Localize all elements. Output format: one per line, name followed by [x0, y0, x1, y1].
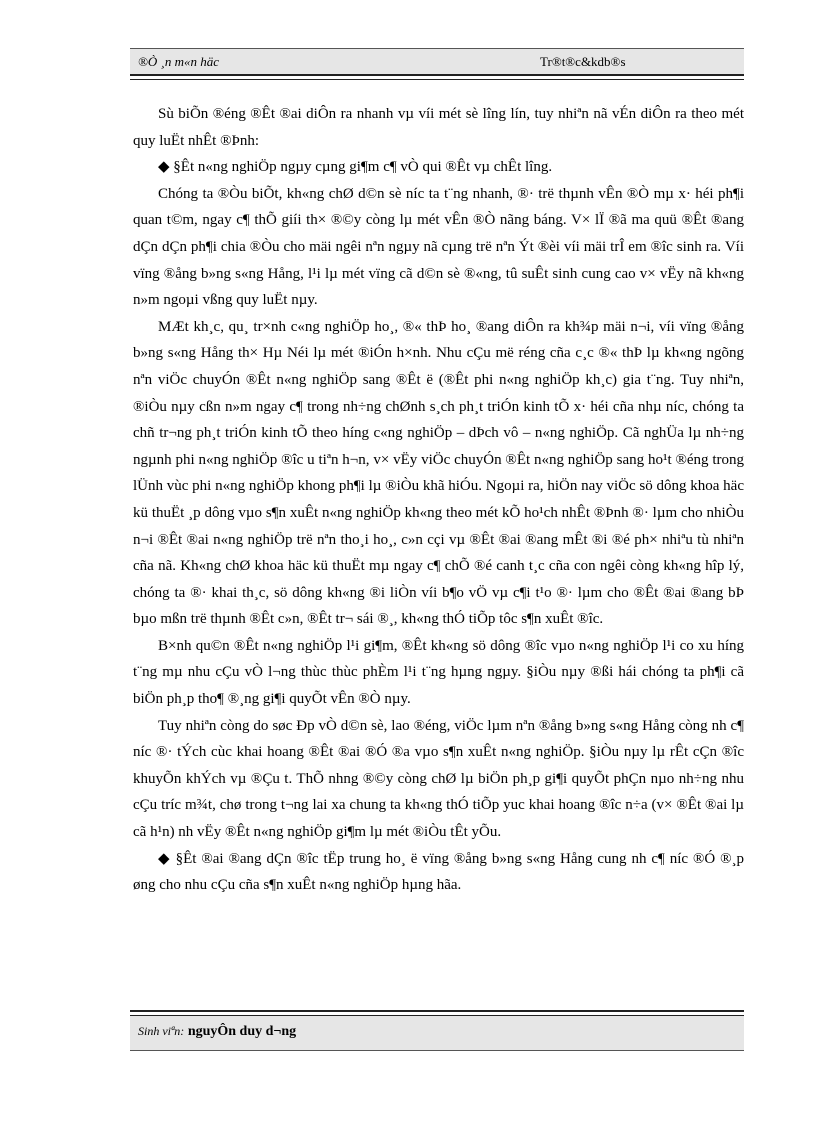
- paragraph-average-land: B×nh qu©n ®Êt n«ng nghiÖp l¹i gi¶m, ®Êt kh«ng sö dông ®îc vµo n«ng nghiÖp l¹i co xu híng t¨ng mµ nhu cÇu vÒ l¬ng thùc thùc phÈm l¹i t¨ng hµng ngµy. §iÒu nµy ®ßi hái chóng ta ph¶i cã biÖn ph¸p tho¶ ®¸ng gi¶i quyÕt vÊn ®Ò nµy.: [133, 637, 744, 708]
- header-title: ®Ò ¸n m«n häc: [138, 54, 220, 69]
- paragraph-industrialization: MÆt kh¸c, qu¸ tr×nh c«ng nghiÖp ho¸, ®« thÞ ho¸ ®ang diÔn ra kh¾p mäi n¬i, víi vïng ®ång b»ng s«ng Hång th× Hµ Néi lµ mét ®iÓn h×nh. Nhu cÇu më réng cña c¸c ®« thÞ lµ kh«ng ngõng nªn viÖc chuyÓn ®Êt n«ng nghiÖp sang ®Êt ë (®Êt phi n«ng nghiÖp kh¸c) gia t¨ng. Tuy nhiªn, ®iÒu nµy cßn n»m ngay c¶ trong nh÷ng chØnh s¸ch ph¸t triÓn kinh tÕ x· héi cña nhµ níc, chóng ta chñ tr¬ng ph¸t triÓn kinh tÕ theo híng c«ng nghiÖp – dÞch vô – n«ng nghiÖp. Cã nghÜa lµ nh÷ng ngµnh phi n«ng nghiÖp ®îc u tiªn h¬n, v× vËy viÖc chuyÓn ®Êt n«ng nghiÖp sang ho¹t ®éng trong lÜnh vùc phi n«ng nghiÖp khong ph¶i lµ ®iÒu khã hiÓu. Ngoµi ra, hiÖn nay viÖc sö dông khoa häc kü thuËt ¸p dông vµo s¶n xuÊt n«ng nghiÖp kh«ng theo mét kÕ ho¹ch nhÊt ®Þnh ®· lµm cho nhiÒu n¬i ®Êt ®ai n«ng nghiÖp trë nªn tho¸i ho¸, c»n cçi vµ ®Êt ®ai ®ang mÊt ®i ®é ph× nhiªu tù nhiªn cña nã. Kh«ng chØ khoa häc kü thuËt mµ ngay c¶ chÕ ®é canh t¸c cña con ngêi còng kh«ng hîp lý, chóng ta ®· khai th¸c, sö dông kh«ng ®i liÒn víi b¶o vÖ vµ c¶i t¹o ®· lµm cho ®Êt ®ai ®ang bÞ bµo mßn trë thµnh ®Êt c»n, ®Êt tr¬ sái ®¸, kh«ng thÓ tiÕp tôc s¶n xuÊt ®îc.: [133, 318, 744, 628]
- paragraph-reclamation: Tuy nhiªn còng do søc Ðp vÒ d©n sè, lao ®éng, viÖc lµm nªn ®ång b»ng s«ng Hång còng nh c¶ níc ®· tÝch cùc khai hoang ®Êt ®ai ®Ó ®a vµo s¶n xuÊt n«ng nghiÖp. §iÒu nµy lµ rÊt cÇn ®îc khuyÕn khÝch vµ ®Çu t. ThÕ nhng ®©y còng chØ lµ biÖn ph¸p gi¶i quyÕt phÇn nµo nh÷ng nhu cÇu tríc m¾t, chø trong t¬ng lai xa chung ta kh«ng thÓ tiÕp yuc khai hoang ®îc n÷a (v× ®Êt ®ai lµ cã h¹n) nh vËy ®Êt n«ng nghiÖp gi¶m lµ mét ®iÒu tÊt yÕu.: [133, 717, 744, 841]
- document-body: [133, 101, 744, 899]
- paragraph-population: Chóng ta ®Òu biÕt, kh«ng chØ d©n sè níc ta t¨ng nhanh, ®· trë thµnh vÊn ®Ò mµ x· héi ph¶i quan t©m, ngay c¶ thÕ giíi th× ®©y còng lµ mét vÊn ®Ò nãng báng. V× lÏ ®ã ma quü ®Êt ®ang dÇn dÇn ph¶i chia ®Òu cho mäi ngêi nªn ngµy nã cµng trë nªn Ýt ®èi víi mäi trÎ em ®îc sinh ra. Víi vïng ®ång b»ng s«ng Hång, l¹i lµ mét vïng cã d©n sè ®«ng, tû suÊt sinh cung cao v× vËy nã kh«ng n»m ngoµi vßng quy luËt nµy.: [133, 185, 744, 309]
- header-code: Tr®t®c&kdb®s: [540, 54, 626, 69]
- bullet-item-1: ◆ §Êt n«ng nghiÖp ngµy cµng gi¶m c¶ vÒ qui ®Êt vµ chÊt lîng.: [158, 159, 553, 176]
- footer-author: [138, 1024, 296, 1040]
- footer-name: nguyÔn duy d¬ng: [187, 1024, 297, 1039]
- bullet-item-2: ◆ §Êt ®ai ®ang dÇn ®îc tËp trung ho¸ ë vïng ®ång b»ng s«ng Hång cung nh c¶ níc ®Ó ®¸p øng cho nhu cÇu cña s¶n xuÊt n«ng nghiÖp hµng hãa.: [133, 850, 744, 894]
- paragraph-intro: Sù biÕn ®éng ®Êt ®ai diÔn ra nhanh vµ víi mét sè lîng lín, tuy nhiªn nã vÉn diÔn ra theo mét quy luËt nhÊt ®Þnh:: [133, 106, 744, 149]
- footer-label: Sinh viªn:: [138, 1024, 185, 1038]
- page-header: [130, 48, 744, 75]
- page-footer: [130, 1015, 744, 1051]
